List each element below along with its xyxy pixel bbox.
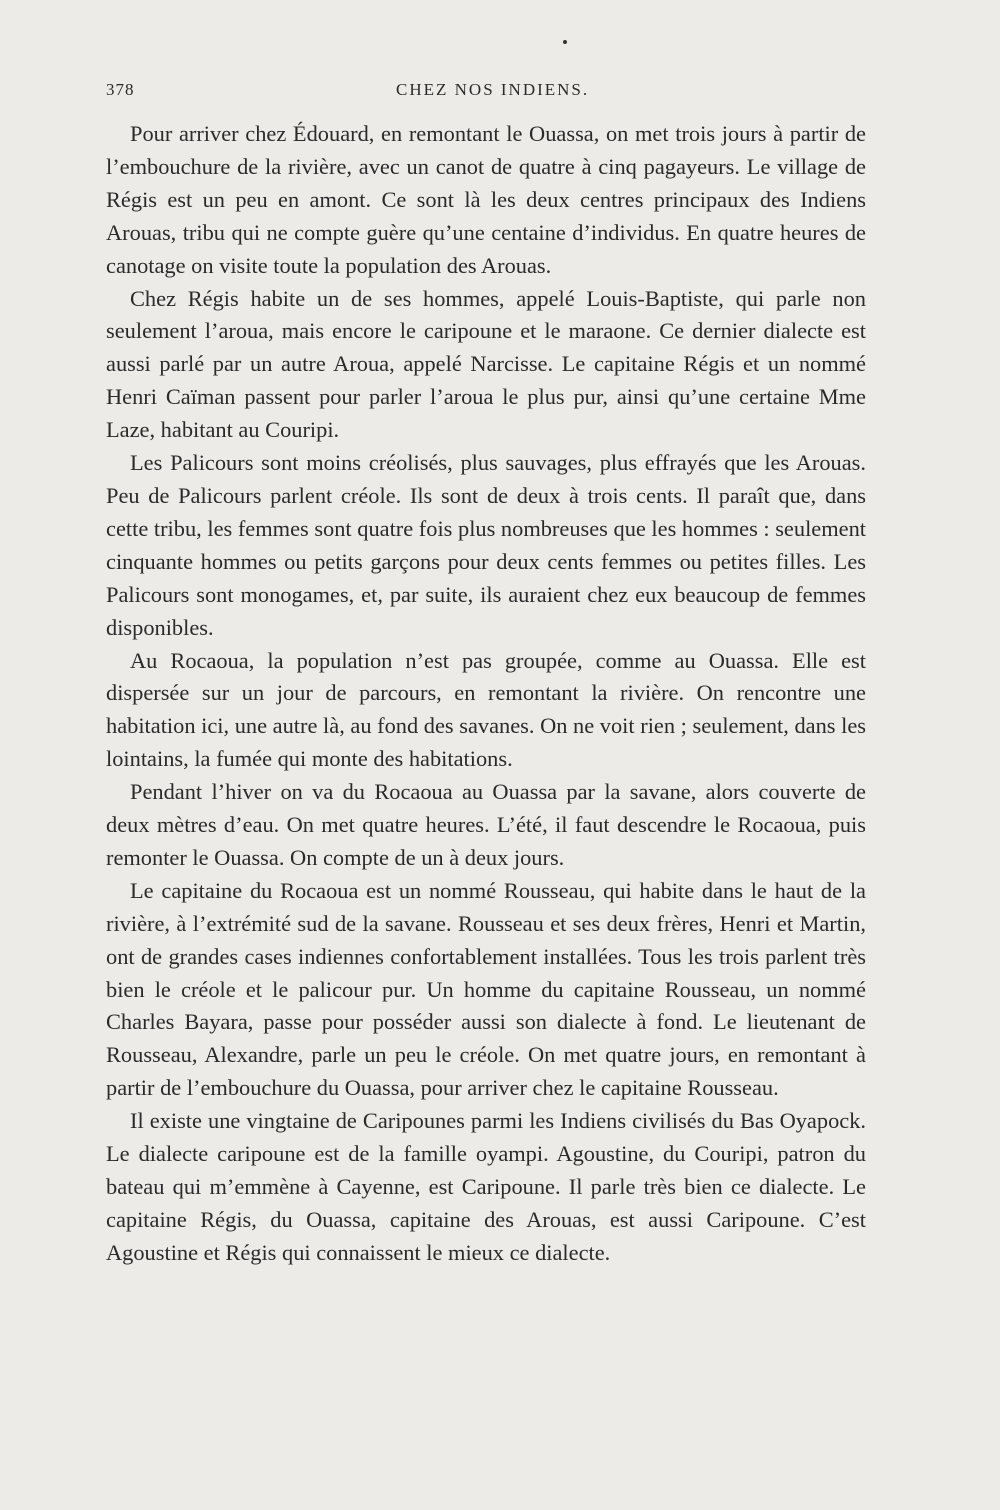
running-head [106,80,866,104]
paragraph: Pour arriver chez Édouard, en remontant le Ouassa, on met trois jours à partir de l’embouchure de la rivière, avec un canot de quatre à cinq pagayeurs. Le village de Régis est un peu en amont. Ce sont là les deux centres principaux des Indiens Arouas, tribu qui ne compte guère qu’une centaine d’individus. En quatre heures de canotage on visite toute la population des Arouas. [106,121,866,278]
paragraph: Chez Régis habite un de ses hommes, appelé Louis-Baptiste, qui parle non seulement l’aroua, mais encore le caripoune et le maraone. Ce dernier dialecte est aussi parlé par un autre Aroua, appelé Narcisse. Le capitaine Régis et un nommé Henri Caïman passent pour parler l’aroua le plus pur, ainsi qu’une certaine Mme Laze, habitant au Couripi. [106,285,866,443]
paragraph: Les Palicours sont moins créolisés, plus sauvages, plus effrayés que les Arouas. Peu de Palicours parlent créole. Ils sont de deux à trois cents. Il paraît que, dans cette tribu, les femmes sont quatre fois plus nombreuses que les hommes : seulement cinquante hommes ou petits garçons pour deux cents femmes ou petites filles. Les Palicours sont monogames, et, par suite, ils auraient chez eux beaucoup de femmes disponibles. [106,450,866,640]
paragraph: Pendant l’hiver on va du Rocaoua au Ouassa par la savane, alors couverte de deux mètres d’eau. On met quatre heures. L’été, il faut descendre le Rocaoua, puis remonter le Ouassa. On compte de un à deux jours. [106,779,866,870]
paragraph: Au Rocaoua, la population n’est pas groupée, comme au Ouassa. Elle est dispersée sur un jour de parcours, en remontant la rivière. On rencontre une habitation ici, une autre là, au fond des savanes. On ne voit rien ; seulement, dans les lointains, la fumée qui monte des habitations. [106,647,866,772]
running-title: CHEZ NOS INDIENS. [396,80,590,99]
print-speck [563,40,567,44]
paragraph: Le capitaine du Rocaoua est un nommé Rousseau, qui habite dans le haut de la rivière, à l’extrémité sud de la savane. Rousseau et ses deux frères, Henri et Martin, ont de grandes cases indiennes confortablement installées. Tous les trois parlent très bien le créole et le palicour pur. Un homme du capitaine Rousseau, un nommé Charles Bayara, passe pour posséder aussi son dialecte à fond. Le lieutenant de Rousseau, Alexandre, parle un peu le créole. On met quatre jours, en remontant à partir de l’embouchure du Ouassa, pour arriver chez le capitaine Rousseau. [106,877,866,1101]
paragraph: Il existe une vingtaine de Caripounes parmi les Indiens civilisés du Bas Oyapock. Le dialecte caripoune est de la famille oyampi. Agoustine, du Couripi, patron du bateau qui m’emmène à Cayenne, est Caripoune. Il parle très bien ce dialecte. Le capitaine Régis, du Ouassa, capitaine des Arouas, est aussi Caripoune. C’est Agoustine et Régis qui connaissent le mieux ce dialecte. [106,1108,866,1265]
body-text [106,118,866,1270]
page-number: 378 [106,80,135,99]
